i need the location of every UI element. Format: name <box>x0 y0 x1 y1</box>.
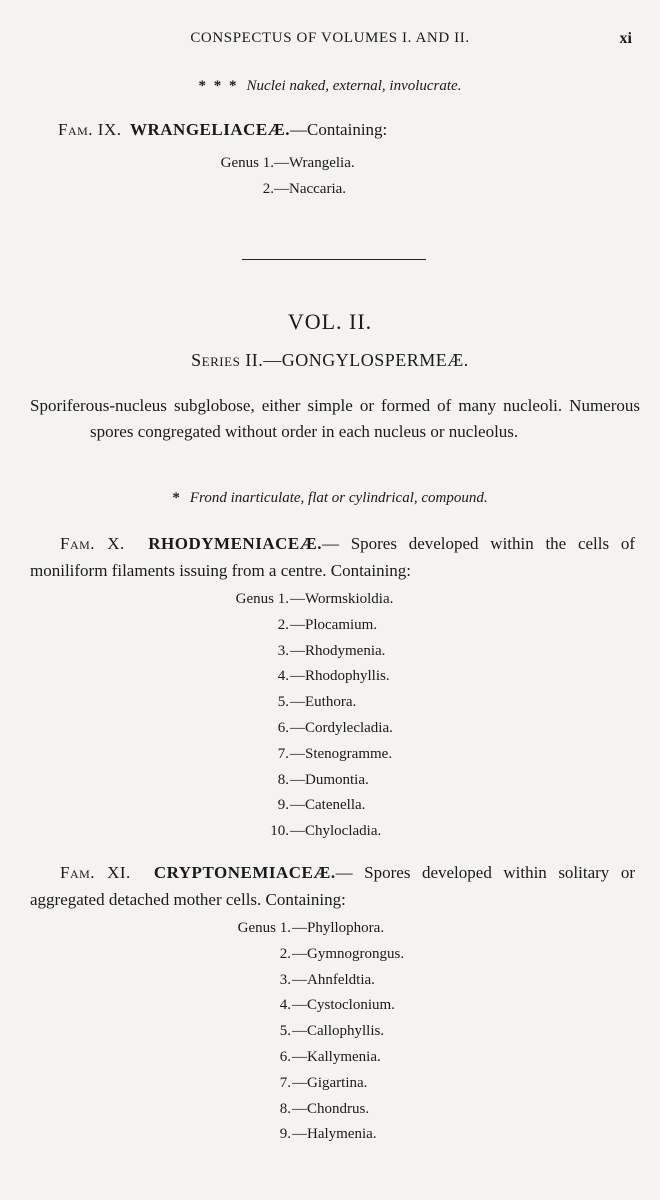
fam-ix-genus-num: 2. <box>262 181 274 197</box>
fam-xi-genus-name: —Phyllophora. <box>292 920 385 936</box>
fam-x-genus-num: 8. <box>277 771 289 788</box>
section-note-nuclei <box>0 78 660 95</box>
fam-ix-genus-name: —Naccaria. <box>274 181 347 197</box>
fam-ix-genus-num: Genus 1. <box>220 155 274 171</box>
section-note-frond <box>0 490 660 507</box>
fam-ix-name: WRANGELIACEÆ. <box>129 120 290 139</box>
fam-xi-genus-name: —Cystoclonium. <box>292 997 395 1014</box>
fam-x-genus-num: 2. <box>277 616 289 633</box>
volume-title: VOL. II. <box>287 309 373 334</box>
fam-xi-name: CRYPTONEMIACEÆ. <box>153 863 336 882</box>
fam-x-genus-name: —Rhodymenia. <box>290 642 386 659</box>
fam-x-genus-name: —Rhodophyllis. <box>290 668 390 685</box>
running-header <box>0 30 660 52</box>
fam-x-genus-num: 6. <box>277 720 289 736</box>
series-name: II.—GONGYLOSPERMEÆ. <box>245 350 469 370</box>
fam-x-name: RHODYMENIACEÆ. <box>148 534 322 553</box>
fam-xi-genus-name: —Gigartina. <box>292 1074 368 1091</box>
fam-x-genus-name: —Dumontia. <box>290 771 369 788</box>
fam-xi-genus-num: 6. <box>279 1049 291 1065</box>
section-note-text: Frond inarticulate, flat or cylindrical, compound. <box>189 490 488 506</box>
fam-x-genus-num: 10. <box>270 823 289 840</box>
fam-xi-genus-name: —Gymnogrongus. <box>292 945 405 962</box>
fam-x-text: — Spores developed within the cells of moniliform filaments issuing from a centre. Containing: <box>30 534 635 580</box>
fam-xi-genus-name: —Chondrus. <box>292 1100 370 1117</box>
fam-x-heading <box>30 530 635 584</box>
section-divider <box>242 259 426 260</box>
fam-xi-genus-num: 5. <box>279 1023 291 1040</box>
fam-xi-genus-num: 9. <box>279 1126 291 1143</box>
fam-ix-text: —Containing: <box>289 120 388 139</box>
fam-x-genus-num: 4. <box>277 668 289 685</box>
fam-xi-genus-num: 8. <box>279 1100 291 1117</box>
fam-ix-label: Fam. IX. <box>58 120 122 139</box>
asterisks: * * * <box>198 78 239 94</box>
fam-xi-genus-name: —Kallymenia. <box>292 1049 381 1065</box>
fam-xi-genus-num: 3. <box>279 971 291 988</box>
fam-x-genus-num: 5. <box>277 694 289 711</box>
fam-xi-genus-num: 7. <box>279 1074 291 1091</box>
series-title <box>0 350 660 371</box>
fam-ix-genus-name: —Wrangelia. <box>274 155 355 171</box>
fam-ix-heading <box>58 116 387 143</box>
fam-xi-genus-name: —Ahnfeldtia. <box>292 971 375 988</box>
fam-xi-genus-name: —Halymenia. <box>292 1126 377 1143</box>
fam-x-genus-name: —Chylocladia. <box>290 823 382 840</box>
section-note-text: Nuclei naked, external, involucrate. <box>246 78 462 94</box>
fam-x-genus-name: —Plocamium. <box>290 616 378 633</box>
fam-xi-heading <box>30 859 635 913</box>
fam-x-genus-num: 7. <box>277 745 289 762</box>
series-description: Sporiferous-nucleus subglobose, either simple or formed of many nucleoli. Numerous spores congregated without order in each nucleus or nucleolus. <box>30 396 640 441</box>
fam-xi-genus-num: 2. <box>279 945 291 962</box>
fam-xi-genus-num: Genus 1. <box>237 920 291 936</box>
fam-xi-genus-name: —Callophyllis. <box>292 1023 385 1040</box>
fam-xi-genus-num: 4. <box>279 997 291 1014</box>
fam-xi-text: — Spores developed within solitary or aggregated detached mother cells. Containing: <box>30 863 635 909</box>
fam-x-genus-num: Genus 1. <box>235 591 289 607</box>
running-title: CONSPECTUS OF VOLUMES I. AND II. <box>190 30 470 46</box>
series-label: Series <box>191 350 241 370</box>
fam-xi-label: Fam. XI. <box>60 863 131 882</box>
fam-x-genus-name: —Wormskioldia. <box>290 591 394 607</box>
fam-x-genus-name: —Euthora. <box>290 694 357 711</box>
fam-x-genus-num: 9. <box>277 797 289 814</box>
fam-x-genus-name: —Stenogramme. <box>290 745 393 762</box>
fam-x-genus-num: 3. <box>277 642 289 659</box>
page-number: xi <box>619 30 632 47</box>
fam-x-genus-name: —Catenella. <box>290 797 366 814</box>
fam-x-genus-name: —Cordylecladia. <box>290 720 393 736</box>
fam-x-label: Fam. X. <box>60 534 125 553</box>
asterisk: * <box>172 490 182 506</box>
